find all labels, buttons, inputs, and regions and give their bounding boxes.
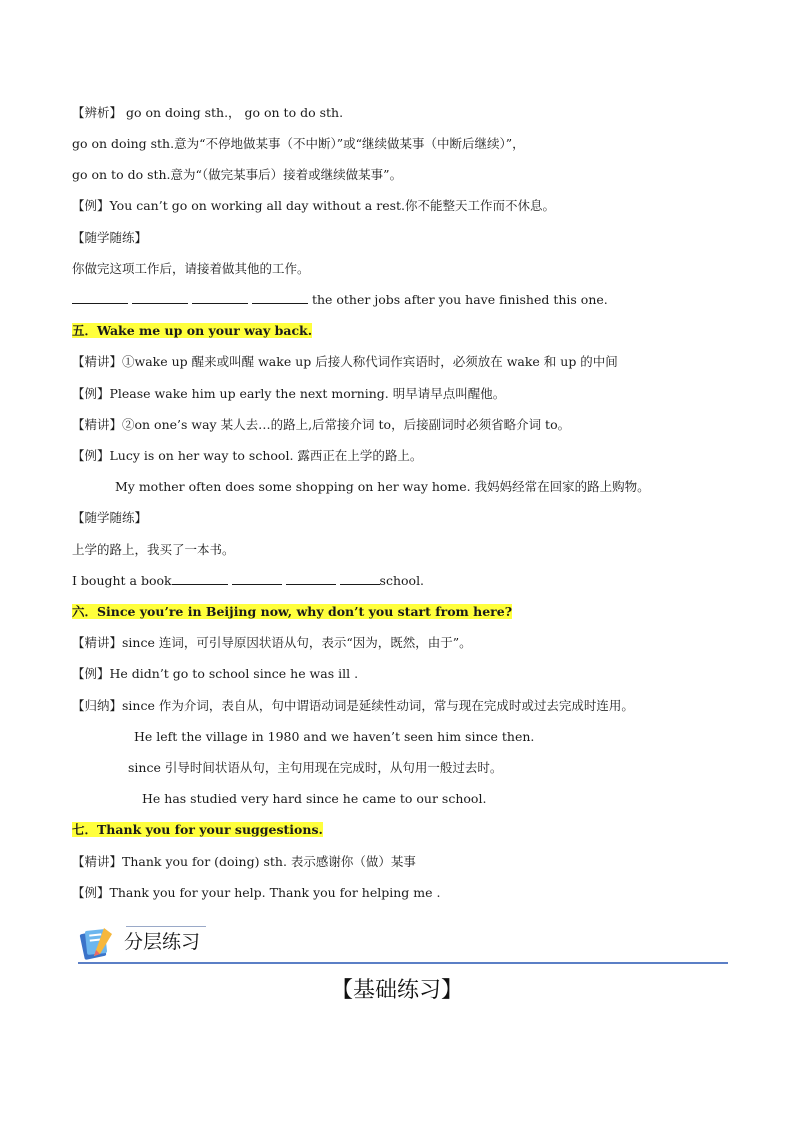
text-line: 【例】You can’t go on working all day without a rest.你不能整天工作而不休息。 <box>72 198 556 213</box>
sentence-text: the other jobs after you have finished this one. <box>311 292 608 307</box>
exercise-section-title: 【基础练习】 <box>330 978 463 1003</box>
answer-blank[interactable] <box>132 291 188 304</box>
text-line: 【随学随练】 <box>72 510 148 525</box>
section-heading <box>72 603 512 621</box>
text-line: 【例】Please wake him up early the next morning. 明早请早点叫醒他。 <box>72 386 506 401</box>
fill-in-line <box>72 572 424 590</box>
text-line: My mother often does some shopping on her way home. 我妈妈经常在回家的路上购物。 <box>115 479 650 494</box>
text-line: 【随学随练】 <box>72 230 148 245</box>
banner-divider <box>78 962 728 964</box>
text-line: 【精讲】Thank you for (doing) sth. 表示感谢你（做）某事 <box>72 854 416 869</box>
answer-blank[interactable] <box>252 291 308 304</box>
text-line: 【例】Thank you for your help. Thank you for helping me . <box>72 885 441 900</box>
text-line: go on doing sth.意为“不停地做某事（不中断）”或“继续做某事（中断后继续）”， <box>72 136 525 151</box>
text-line: 【辨析】 go on doing sth.， go on to do sth. <box>72 105 344 120</box>
text-line: 【例】He didn’t go to school since he was ill . <box>72 666 359 681</box>
sentence-text: I bought a book <box>72 573 172 588</box>
text-line: 上学的路上，我买了一本书。 <box>72 542 235 557</box>
banner-overline <box>126 926 206 927</box>
heading-highlight: 五．Wake me up on your way back. <box>72 323 313 338</box>
text-line: go on to do sth.意为“（做完某事后）接着或继续做某事”。 <box>72 167 403 182</box>
section-banner <box>78 918 728 966</box>
text-line: 你做完这项工作后，请接着做其他的工作。 <box>72 261 310 276</box>
answer-blank[interactable] <box>286 572 336 585</box>
text-line: 【精讲】①wake up 醒来或叫醒 wake up 后接人称代词作宾语时，必须放在 wake 和 up 的中间 <box>72 354 618 369</box>
answer-blank[interactable] <box>72 291 128 304</box>
answer-blank[interactable] <box>192 291 248 304</box>
text-line: since 引导时间状语从句，主句用现在完成时，从句用一般过去时。 <box>128 760 503 775</box>
answer-blank[interactable] <box>172 572 228 585</box>
answer-blank[interactable] <box>232 572 282 585</box>
section-heading <box>72 322 312 340</box>
text-line: 【精讲】since 连词，可引导原因状语从句，表示“因为，既然，由于”。 <box>72 635 472 650</box>
text-line: 【归纳】since 作为介词，表自从，句中谓语动词是延续性动词，常与现在完成时或过去完成时连用。 <box>72 698 634 713</box>
text-line: He has studied very hard since he came to our school. <box>142 791 487 806</box>
banner-title: 分层练习 <box>124 931 201 953</box>
text-line: He left the village in 1980 and we haven’t seen him since then. <box>134 729 535 744</box>
section-heading <box>72 821 323 839</box>
heading-highlight: 六．Since you’re in Beijing now, why don’t you start from here? <box>72 604 513 619</box>
text-line: 【精讲】②on one’s way 某人去…的路上,后常接介词 to，后接副词时必须省略介词 to。 <box>72 417 571 432</box>
text-line: 【例】Lucy is on her way to school. 露西正在上学的路上。 <box>72 448 423 463</box>
heading-highlight: 七．Thank you for your suggestions. <box>72 822 323 837</box>
notebook-pencil-icon <box>78 924 118 960</box>
fill-in-line <box>72 291 608 309</box>
sentence-text: school. <box>379 573 425 588</box>
answer-blank[interactable] <box>340 572 380 585</box>
